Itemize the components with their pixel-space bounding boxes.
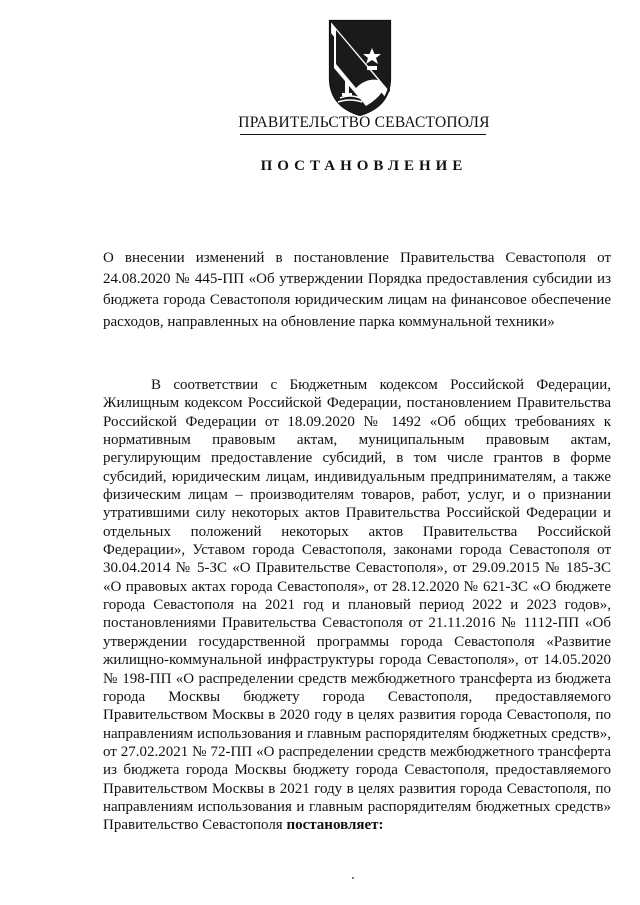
document-type: ПОСТАНОВЛЕНИЕ bbox=[260, 158, 468, 174]
scan-speck bbox=[352, 877, 354, 879]
preamble-paragraph bbox=[103, 376, 611, 835]
decree-word: постановляет: bbox=[286, 817, 384, 834]
government-name: ПРАВИТЕЛЬСТВО СЕВАСТОПОЛЯ bbox=[238, 114, 490, 131]
document-subject: О внесении изменений в постановление Правительства Севастополя от 24.08.2020 № 445-ПП «Об утверждении Порядка предоставления субсидии из бюджета города Севастополя юридическим лицам на финансовое обеспечение расходов, направленных на обновление парка коммунальной техники» bbox=[103, 250, 611, 330]
sevastopol-coat-of-arms-icon bbox=[326, 18, 394, 118]
header-rule bbox=[240, 134, 486, 135]
preamble-text: В соответствии с Бюджетным кодексом Российской Федерации, Жилищным кодексом Российской Федерации, постановлением Правительства Российской Федерации от 18.09.2020 № 1492 «Об общих требованиях к нормативным правовым актам, муниципальным правовым актам, регулирующим предоставление субсидий, в том числе грантов в форме субсидий, юридическим лицам, индивидуальным предпринимателям, а также физическим лицам – производителям товаров, работ, услуг, и о признании утратившими силу некоторых актов Правительства Российской Федерации и отдельных положений некоторых актов Правительства Российской Федерации», Уставом города Севастополя, законами города Севастополя от 30.04.2014 № 5-ЗС «О Правительстве Севастополя», от 29.09.2015 № 185-ЗС «О правовых актах города Севастополя», от 28.12.2020 № 621-ЗС «О бюджете города Севастополя на 2021 год и плановый период 2022 и 2023 годов», постановлениями Правительства Севастополя от 21.11.2016 № 1112-ПП «Об утверждении государственной программы города Севастополя «Развитие жилищно-коммунальной инфраструктуры города Севастополя», от 14.05.2020 № 198-ПП «О распределении средств межбюджетного трансферта из бюджета города Москвы бюджету города Севастополя, предоставляемого Правительством Москвы в 2020 году в целях развития города Севастополя, по направлениям использования и главным распорядителям бюджетных средств», от 27.02.2021 № 72-ПП «О распределении средств межбюджетного трансферта из бюджета города Москвы бюджету города Севастополя, предоставляемого Правительством Москвы в 2021 году в целях развития города Севастополя, по направлениям использования и главным распорядителям бюджетных средств» Правительство Севастополя bbox=[103, 377, 611, 834]
